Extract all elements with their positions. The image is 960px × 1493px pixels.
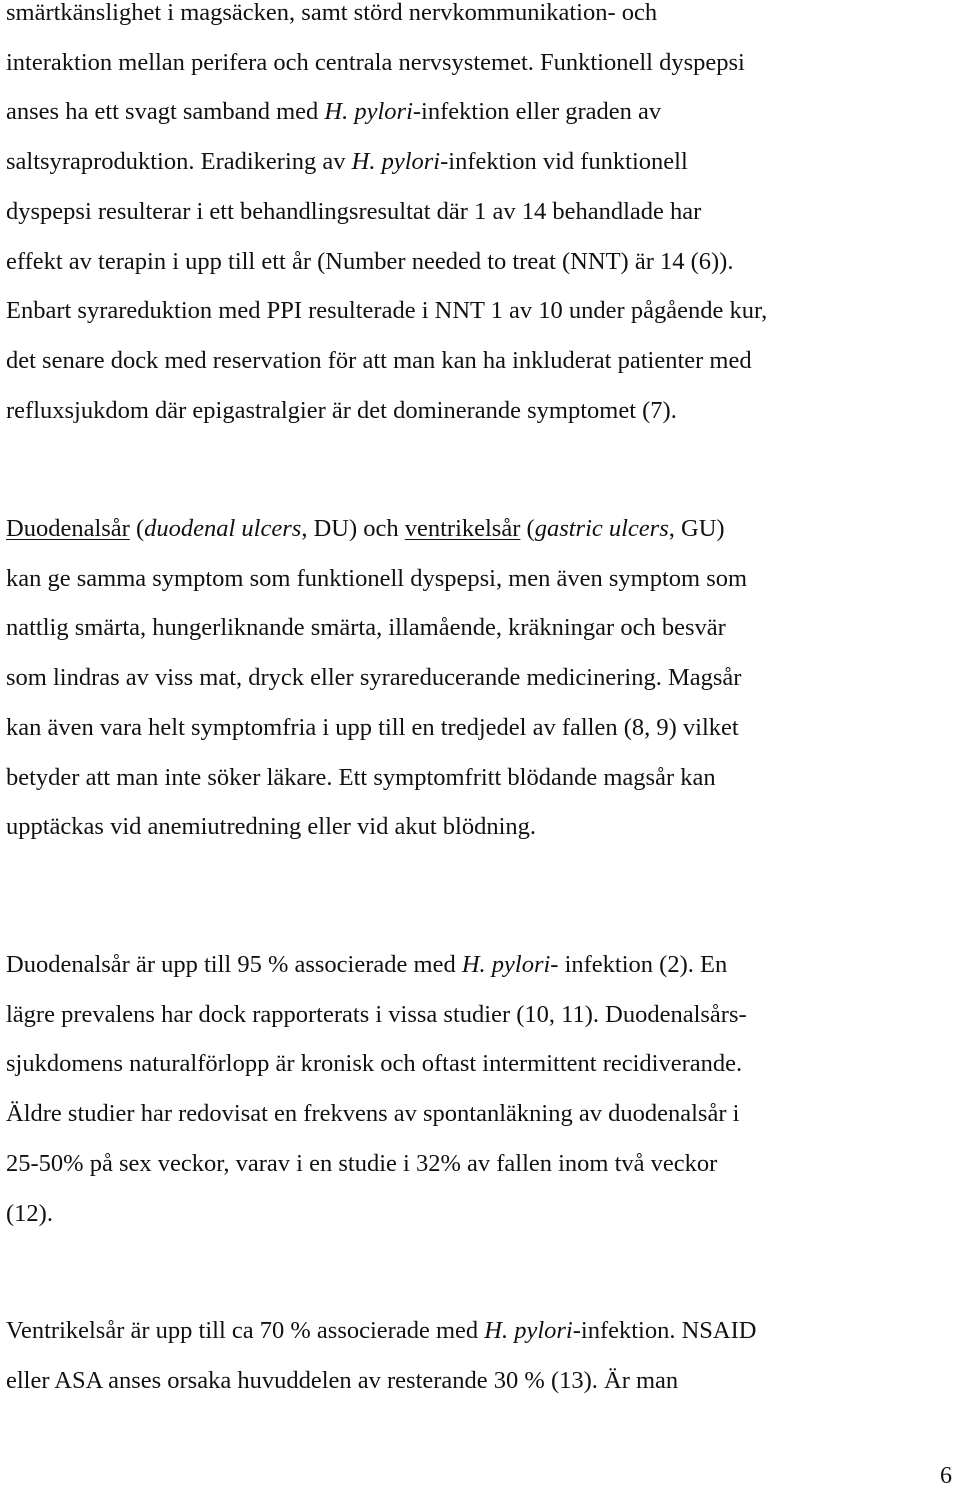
text-segment: duodenal ulcers [144,515,302,542]
text-segment: dyspepsi resulterar i ett behandlingsresultat där 1 av 14 behandlade har [6,197,702,225]
text-segment: ( [129,515,145,542]
text-segment: -infektion eller graden av [412,98,662,126]
text-line [6,137,951,187]
text-line [6,703,951,753]
text-line [6,1089,951,1139]
text-segment: det senare dock med reservation för att man kan ha inkluderat patienter med [6,346,752,374]
text-segment: nattlig smärta, hungerliknande smärta, illamående, kräkningar och besvär [6,614,726,642]
text-segment: Duodenalsår [6,515,130,542]
text-segment: saltsyraproduktion. Eradikering av [6,148,352,176]
text-segment: H. pylori [461,951,551,978]
text-line [6,990,951,1040]
text-segment: upptäckas vid anemiutredning eller vid akut blödning. [6,813,537,841]
text-segment: Äldre studier har redovisat en frekvens av spontanläkning av duodenalsår i [6,1100,740,1128]
text-segment: lägre prevalens har dock rapporterats i vissa studier (10, 11). Duodenalsårs- [6,1000,747,1028]
text-segment: - infektion (2). En [550,951,728,978]
text-line [6,286,951,336]
text-segment: smärtkänslighet i magsäcken, samt störd nervkommunikation- och [6,0,658,26]
text-segment: ( [520,515,535,542]
text-segment: gastric ulcers [534,515,669,542]
text-line [6,1139,951,1189]
text-segment: , GU) [668,515,725,542]
text-line [6,653,951,703]
text-line [6,753,951,803]
text-segment: interaktion mellan perifera och centrala nervsystemet. Funktionell dyspepsi [6,48,745,76]
text-line [6,237,951,287]
text-segment: H. pylori [351,148,441,176]
text-line [6,1356,951,1406]
text-segment: Ventrikelsår är upp till ca 70 % associerade med [6,1317,485,1344]
text-segment: kan ge samma symptom som funktionell dyspepsi, men även symptom som [6,564,748,592]
text-segment: som lindras av viss mat, dryck eller syrareducerande medicinering. Magsår [6,664,742,692]
text-segment: -infektion vid funktionell [440,148,688,176]
text-line [6,554,951,604]
text-line [6,1039,951,1089]
paragraph-ventricular-ulcer [6,1306,951,1405]
text-segment: -infektion. NSAID [572,1317,757,1344]
text-segment: (12). [6,1199,53,1227]
text-segment: anses ha ett svagt samband med [6,98,325,126]
text-segment: effekt av terapin i upp till ett år (Number needed to treat (NNT) är 14 (6)). [6,247,734,275]
text-line [6,386,951,436]
paragraph-duodenal-ulcer [6,940,951,1238]
text-segment: Enbart syrareduktion med PPI resulterade i NNT 1 av 10 under pågående kur, [6,297,768,325]
text-line [6,802,951,852]
text-line [6,336,951,386]
text-segment: kan även vara helt symptomfria i upp till en tredjedel av fallen (8, 9) vilket [6,713,739,741]
paragraph-ulcer-symptoms [6,504,951,852]
text-line [6,1189,951,1239]
text-line [6,1306,951,1356]
text-line [6,87,951,137]
page-number: 6 [940,1463,952,1489]
text-segment: H. pylori [484,1317,573,1344]
text-segment: sjukdomens naturalförlopp är kronisk och oftast intermittent recidiverande. [6,1050,743,1078]
text-line [6,187,951,237]
text-segment: H. pylori [324,98,413,126]
text-segment: betyder att man inte söker läkare. Ett symptomfritt blödande magsår kan [6,763,716,791]
text-line [6,0,951,38]
text-line [6,940,951,990]
text-segment: Duodenalsår är upp till 95 % associerade med [6,951,462,978]
text-line [6,38,951,88]
text-segment: ventrikelsår [404,515,521,542]
text-segment: refluxsjukdom där epigastralgier är det dominerande symptomet (7). [6,396,677,424]
text-segment: 25-50% på sex veckor, varav i en studie i 32% av fallen inom två veckor [6,1149,718,1177]
text-segment: , DU) och [301,515,405,542]
paragraph-functional-dyspepsia [6,0,951,435]
text-line [6,504,951,554]
text-line [6,603,951,653]
text-segment: eller ASA anses orsaka huvuddelen av resterande 30 % (13). Är man [6,1366,679,1394]
